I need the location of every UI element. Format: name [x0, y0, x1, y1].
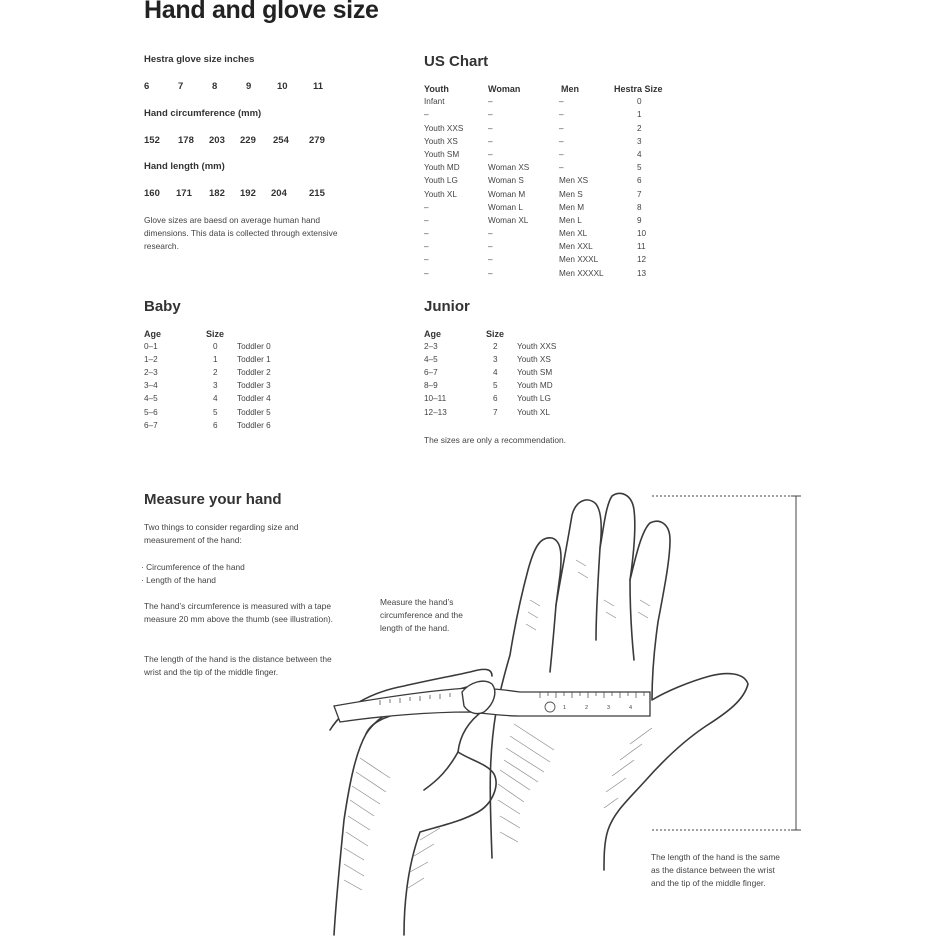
table-cell: Youth MD — [517, 381, 553, 391]
table-cell: Woman XL — [488, 215, 529, 225]
table-cell: 1–2 — [144, 355, 158, 365]
table-cell: 13 — [637, 268, 647, 278]
table-cell: Infant — [424, 97, 445, 107]
baby-title: Baby — [144, 298, 181, 315]
measure-bullet: · Length of the hand — [141, 575, 216, 585]
table-cell: 4 — [213, 394, 218, 404]
header-woman: Woman — [488, 84, 521, 94]
tape-label: 3 — [607, 705, 611, 711]
table-cell: 6–7 — [424, 368, 438, 378]
header-hestra-size: Hestra Size — [614, 84, 663, 94]
measure-intro: Two things to consider regarding size and measurement of the hand: — [144, 522, 299, 545]
table-cell: – — [488, 268, 493, 278]
table-cell: – — [559, 123, 564, 133]
header-youth: Youth — [424, 84, 449, 94]
table-cell: Toddler 5 — [237, 407, 271, 417]
table-cell: – — [424, 202, 429, 212]
table-cell: 2 — [493, 342, 498, 352]
table-cell: Youth XXS — [517, 342, 557, 352]
table-cell: Youth XL — [517, 407, 550, 417]
table-cell: 3–4 — [144, 381, 158, 391]
table-cell: 8–9 — [424, 381, 438, 391]
table-cell: 2–3 — [424, 342, 438, 352]
circumference-value: 254 — [273, 135, 289, 146]
table-cell: 4 — [493, 368, 498, 378]
length-value: 215 — [309, 188, 325, 199]
table-cell: 5 — [213, 407, 218, 417]
table-cell: 2 — [213, 368, 218, 378]
table-cell: Toddler 6 — [237, 420, 271, 430]
table-cell: 2 — [637, 123, 642, 133]
junior-title: Junior — [424, 298, 470, 315]
table-cell: Men XL — [559, 229, 588, 239]
table-cell: 7 — [493, 407, 498, 417]
measure-paragraph: The hand’s circumference is measured with a tape measure 20 mm above the thumb (see illustration). — [144, 601, 333, 624]
table-cell: Toddler 1 — [237, 355, 271, 365]
table-cell: Woman L — [488, 202, 523, 212]
table-cell: 0 — [213, 342, 218, 352]
table-cell: Youth SM — [517, 368, 553, 378]
table-cell: – — [488, 97, 493, 107]
length-value: 192 — [240, 188, 256, 199]
table-cell: Woman S — [488, 176, 524, 186]
table-cell: Youth XS — [517, 355, 551, 365]
table-cell: 4–5 — [424, 355, 438, 365]
table-cell: Men XXXL — [559, 255, 599, 265]
inch-value: 6 — [144, 81, 150, 92]
measure-bullet: · Circumference of the hand — [141, 562, 245, 572]
table-cell: 10–11 — [424, 394, 447, 404]
inch-value: 8 — [212, 81, 218, 92]
table-cell: – — [488, 136, 493, 146]
table-cell: Youth LG — [517, 394, 551, 404]
table-cell: 5–6 — [144, 407, 158, 417]
table-cell: Men M — [559, 202, 585, 212]
table-cell: Toddler 3 — [237, 381, 271, 391]
measure-title: Measure your hand — [144, 491, 282, 508]
table-cell: 6–7 — [144, 420, 158, 430]
junior-note: The sizes are only a recommendation. — [424, 435, 566, 445]
table-cell: 12 — [637, 255, 647, 265]
table-cell: 9 — [637, 215, 642, 225]
table-cell: – — [488, 110, 493, 120]
circumference-callout: Measure the hand’s circumference and the length of the hand. — [380, 597, 463, 633]
table-cell: 3 — [213, 381, 218, 391]
table-cell: 11 — [637, 242, 646, 252]
table-cell: – — [424, 242, 429, 252]
header-age: Age — [424, 329, 442, 339]
table-cell: – — [488, 242, 493, 252]
table-cell: 6 — [213, 420, 218, 430]
table-cell: Youth XXS — [424, 123, 464, 133]
table-cell: Toddler 2 — [237, 368, 271, 378]
inch-value: 11 — [313, 81, 324, 92]
table-cell: 0 — [637, 97, 642, 107]
table-cell: 2–3 — [144, 368, 158, 378]
table-cell: – — [424, 229, 429, 239]
inch-value: 7 — [178, 81, 184, 92]
table-cell: 4 — [637, 149, 642, 159]
length-value: 182 — [209, 188, 225, 199]
length-value: 160 — [144, 188, 160, 199]
table-cell: Men XXXXL — [559, 268, 604, 278]
table-cell: 6 — [493, 394, 498, 404]
length-value: 171 — [176, 188, 192, 199]
circumference-value: 152 — [144, 135, 160, 146]
table-cell: – — [488, 123, 493, 133]
page-title: Hand and glove size — [144, 0, 379, 24]
table-cell: – — [559, 163, 564, 173]
circumference-value: 203 — [209, 135, 225, 146]
measure-paragraph: The length of the hand is the distance between the wrist and the tip of the middle finger. — [144, 654, 332, 677]
us-chart-title: US Chart — [424, 53, 489, 70]
sizing-note: Glove sizes are baesd on average human hand dimensions. This data is collected through extensive research. — [144, 215, 338, 251]
tape-label: 1 — [563, 705, 567, 711]
table-cell: – — [559, 110, 564, 120]
table-cell: – — [488, 255, 493, 265]
inch-value: 10 — [277, 81, 288, 92]
table-cell: Youth MD — [424, 163, 460, 173]
table-cell: – — [488, 229, 493, 239]
table-cell: Youth XL — [424, 189, 457, 199]
table-cell: Toddler 4 — [237, 394, 271, 404]
table-cell: – — [424, 110, 429, 120]
table-cell: 1 — [213, 355, 218, 365]
table-cell: 3 — [493, 355, 498, 365]
table-cell: – — [424, 255, 429, 265]
table-cell: – — [559, 97, 564, 107]
table-cell: 5 — [637, 163, 642, 173]
table-cell: Toddler 0 — [237, 342, 271, 352]
inch-value: 9 — [246, 81, 252, 92]
length-value: 204 — [271, 188, 287, 199]
table-cell: Men S — [559, 189, 583, 199]
hestra-inches-heading: Hestra glove size inches — [144, 54, 255, 65]
hand-circumference-heading: Hand circumference (mm) — [144, 108, 262, 119]
table-cell: 4–5 — [144, 394, 158, 404]
table-cell: 1 — [637, 110, 642, 120]
table-cell: Youth LG — [424, 176, 458, 186]
tape-label: 4 — [629, 705, 633, 711]
table-cell: Youth XS — [424, 136, 458, 146]
table-cell: 3 — [637, 136, 642, 146]
table-cell: – — [488, 149, 493, 159]
table-cell: Men L — [559, 215, 582, 225]
length-indicator — [652, 496, 801, 830]
table-cell: Men XS — [559, 176, 589, 186]
table-cell: 6 — [637, 176, 642, 186]
table-cell: Woman XS — [488, 163, 530, 173]
table-cell: Woman M — [488, 189, 526, 199]
table-cell: 0–1 — [144, 342, 158, 352]
circumference-value: 229 — [240, 135, 256, 146]
circumference-value: 178 — [178, 135, 194, 146]
circumference-value: 279 — [309, 135, 325, 146]
table-cell: – — [559, 136, 564, 146]
length-callout: The length of the hand is the same as the distance between the wrist and the tip of the middle finger. — [651, 852, 780, 888]
table-cell: – — [424, 215, 429, 225]
table-cell: – — [424, 268, 429, 278]
table-cell: 10 — [637, 229, 647, 239]
tape-label: 2 — [585, 705, 589, 711]
header-age: Age — [144, 329, 162, 339]
table-cell: Men XXL — [559, 242, 593, 252]
table-cell: Youth SM — [424, 149, 460, 159]
table-cell: 8 — [637, 202, 642, 212]
header-size: Size — [206, 329, 225, 339]
hand-length-heading: Hand length (mm) — [144, 161, 225, 172]
header-size: Size — [486, 329, 505, 339]
table-cell: 12–13 — [424, 407, 447, 417]
header-men: Men — [561, 84, 579, 94]
table-cell: 5 — [493, 381, 498, 391]
table-cell: – — [559, 149, 564, 159]
table-cell: 7 — [637, 189, 642, 199]
